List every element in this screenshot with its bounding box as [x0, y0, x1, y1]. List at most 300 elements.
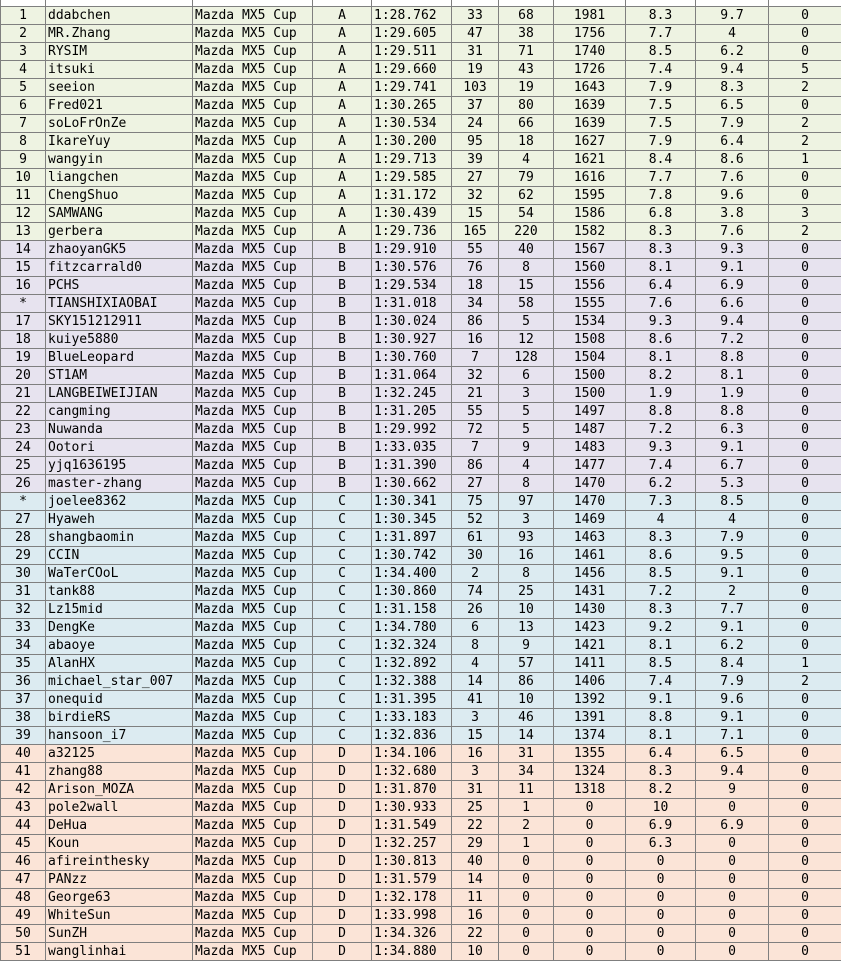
value-cell: 79	[499, 169, 554, 187]
penalty-cell: 0	[769, 637, 841, 655]
score-cell: 8.6	[626, 547, 696, 565]
driver-name-cell: ddabchen	[46, 7, 193, 25]
table-row	[1, 709, 841, 727]
car-cell: Mazda MX5 Cup	[193, 133, 313, 151]
driver-name-cell: Hyaweh	[46, 511, 193, 529]
laps-cell: 41	[452, 691, 499, 709]
rating-cell: 1461	[554, 547, 626, 565]
penalty-cell: 0	[769, 457, 841, 475]
rank-cell: 42	[1, 781, 46, 799]
car-cell: Mazda MX5 Cup	[193, 853, 313, 871]
penalty-cell: 0	[769, 169, 841, 187]
driver-name-cell: seeion	[46, 79, 193, 97]
car-cell: Mazda MX5 Cup	[193, 421, 313, 439]
car-cell: Mazda MX5 Cup	[193, 889, 313, 907]
class-cell: B	[313, 367, 372, 385]
score-cell: 7.2	[696, 331, 769, 349]
rating-cell: 1639	[554, 97, 626, 115]
penalty-cell: 0	[769, 871, 841, 889]
score-cell: 9.4	[696, 763, 769, 781]
penalty-cell: 5	[769, 61, 841, 79]
score-cell: 0	[696, 925, 769, 943]
score-cell: 2	[696, 583, 769, 601]
penalty-cell: 0	[769, 439, 841, 457]
table-row	[1, 493, 841, 511]
table-row	[1, 169, 841, 187]
value-cell: 220	[499, 223, 554, 241]
penalty-cell: 0	[769, 97, 841, 115]
score-cell: 8.3	[626, 241, 696, 259]
class-cell: C	[313, 511, 372, 529]
driver-name-cell: cangming	[46, 403, 193, 421]
laps-cell: 95	[452, 133, 499, 151]
class-cell: C	[313, 619, 372, 637]
rating-cell: 0	[554, 925, 626, 943]
value-cell: 8	[499, 565, 554, 583]
laps-cell: 3	[452, 709, 499, 727]
score-cell: 7.7	[696, 601, 769, 619]
laps-cell: 2	[452, 565, 499, 583]
score-cell: 8.5	[626, 565, 696, 583]
score-cell: 9.4	[696, 313, 769, 331]
penalty-cell: 2	[769, 133, 841, 151]
class-cell: B	[313, 259, 372, 277]
score-cell: 7.4	[626, 61, 696, 79]
laps-cell: 4	[452, 655, 499, 673]
penalty-cell: 0	[769, 565, 841, 583]
rank-cell: 25	[1, 457, 46, 475]
value-cell: 57	[499, 655, 554, 673]
score-cell: 8.3	[626, 223, 696, 241]
value-cell: 71	[499, 43, 554, 61]
score-cell: 6.4	[626, 277, 696, 295]
value-cell: 0	[499, 925, 554, 943]
driver-name-cell: zhaoyanGK5	[46, 241, 193, 259]
rank-cell: 38	[1, 709, 46, 727]
car-cell: Mazda MX5 Cup	[193, 187, 313, 205]
table-row	[1, 43, 841, 61]
car-cell: Mazda MX5 Cup	[193, 349, 313, 367]
table-row	[1, 673, 841, 691]
table-row	[1, 277, 841, 295]
driver-name-cell: yjq1636195	[46, 457, 193, 475]
score-cell: 9.7	[696, 7, 769, 25]
rank-cell: 36	[1, 673, 46, 691]
driver-name-cell: hansoon_i7	[46, 727, 193, 745]
score-cell: 0	[626, 925, 696, 943]
score-cell: 9.2	[626, 619, 696, 637]
value-cell: 62	[499, 187, 554, 205]
score-cell: 0	[626, 871, 696, 889]
rank-cell: 16	[1, 277, 46, 295]
laps-cell: 61	[452, 529, 499, 547]
car-cell: Mazda MX5 Cup	[193, 547, 313, 565]
driver-name-cell: Koun	[46, 835, 193, 853]
lap-time-cell: 1:32.324	[372, 637, 452, 655]
rating-cell: 1463	[554, 529, 626, 547]
class-cell: C	[313, 655, 372, 673]
rank-cell: 4	[1, 61, 46, 79]
driver-name-cell: michael_star_007	[46, 673, 193, 691]
score-cell: 9	[696, 781, 769, 799]
score-cell: 8.5	[696, 493, 769, 511]
score-cell: 3.8	[696, 205, 769, 223]
driver-name-cell: soLoFrOnZe	[46, 115, 193, 133]
rank-cell: 31	[1, 583, 46, 601]
lap-time-cell: 1:28.762	[372, 7, 452, 25]
car-cell: Mazda MX5 Cup	[193, 871, 313, 889]
car-cell: Mazda MX5 Cup	[193, 25, 313, 43]
rating-cell: 1595	[554, 187, 626, 205]
penalty-cell: 0	[769, 331, 841, 349]
value-cell: 34	[499, 763, 554, 781]
class-cell: A	[313, 187, 372, 205]
laps-cell: 22	[452, 925, 499, 943]
score-cell: 4	[696, 25, 769, 43]
lap-time-cell: 1:31.897	[372, 529, 452, 547]
rank-cell: 20	[1, 367, 46, 385]
penalty-cell: 0	[769, 295, 841, 313]
value-cell: 14	[499, 727, 554, 745]
score-cell: 8.3	[626, 601, 696, 619]
value-cell: 86	[499, 673, 554, 691]
car-cell: Mazda MX5 Cup	[193, 943, 313, 961]
rank-cell: 5	[1, 79, 46, 97]
lap-time-cell: 1:31.870	[372, 781, 452, 799]
rank-cell: 47	[1, 871, 46, 889]
laps-cell: 16	[452, 745, 499, 763]
rating-cell: 1621	[554, 151, 626, 169]
car-cell: Mazda MX5 Cup	[193, 439, 313, 457]
lap-time-cell: 1:34.326	[372, 925, 452, 943]
penalty-cell: 0	[769, 817, 841, 835]
table-row	[1, 475, 841, 493]
car-cell: Mazda MX5 Cup	[193, 691, 313, 709]
laps-cell: 32	[452, 367, 499, 385]
lap-time-cell: 1:32.245	[372, 385, 452, 403]
class-cell: B	[313, 403, 372, 421]
rating-cell: 0	[554, 853, 626, 871]
class-cell: B	[313, 277, 372, 295]
penalty-cell: 0	[769, 421, 841, 439]
driver-name-cell: zhang88	[46, 763, 193, 781]
class-cell: C	[313, 529, 372, 547]
score-cell: 8.1	[626, 259, 696, 277]
class-cell: B	[313, 313, 372, 331]
table-row	[1, 25, 841, 43]
score-cell: 9.6	[696, 691, 769, 709]
score-cell: 6.2	[626, 475, 696, 493]
class-cell: D	[313, 871, 372, 889]
penalty-cell: 0	[769, 781, 841, 799]
lap-time-cell: 1:29.660	[372, 61, 452, 79]
rank-cell: 34	[1, 637, 46, 655]
penalty-cell: 0	[769, 43, 841, 61]
rating-cell: 1726	[554, 61, 626, 79]
value-cell: 66	[499, 115, 554, 133]
laps-cell: 47	[452, 25, 499, 43]
score-cell: 0	[626, 907, 696, 925]
rating-cell: 1318	[554, 781, 626, 799]
table-row	[1, 511, 841, 529]
penalty-cell: 0	[769, 547, 841, 565]
lap-time-cell: 1:30.860	[372, 583, 452, 601]
score-cell: 0	[696, 799, 769, 817]
table-row	[1, 295, 841, 313]
driver-name-cell: LANGBEIWEIJIAN	[46, 385, 193, 403]
lap-time-cell: 1:32.178	[372, 889, 452, 907]
lap-time-cell: 1:31.549	[372, 817, 452, 835]
laps-cell: 3	[452, 763, 499, 781]
car-cell: Mazda MX5 Cup	[193, 277, 313, 295]
lap-time-cell: 1:31.390	[372, 457, 452, 475]
rank-cell: 40	[1, 745, 46, 763]
value-cell: 13	[499, 619, 554, 637]
rating-cell: 1469	[554, 511, 626, 529]
car-cell: Mazda MX5 Cup	[193, 925, 313, 943]
laps-cell: 33	[452, 7, 499, 25]
driver-name-cell: a32125	[46, 745, 193, 763]
table-row	[1, 637, 841, 655]
lap-time-cell: 1:30.200	[372, 133, 452, 151]
rank-cell: 17	[1, 313, 46, 331]
table-row	[1, 97, 841, 115]
penalty-cell: 0	[769, 727, 841, 745]
score-cell: 8.2	[626, 781, 696, 799]
lap-time-cell: 1:30.662	[372, 475, 452, 493]
class-cell: A	[313, 43, 372, 61]
table-row	[1, 421, 841, 439]
score-cell: 7.7	[626, 169, 696, 187]
driver-name-cell: Fred021	[46, 97, 193, 115]
rank-cell: 37	[1, 691, 46, 709]
driver-name-cell: gerbera	[46, 223, 193, 241]
table-row	[1, 241, 841, 259]
rating-cell: 1324	[554, 763, 626, 781]
table-row	[1, 259, 841, 277]
table-row	[1, 871, 841, 889]
car-cell: Mazda MX5 Cup	[193, 475, 313, 493]
driver-name-cell: WhiteSun	[46, 907, 193, 925]
class-cell: B	[313, 421, 372, 439]
laps-cell: 55	[452, 403, 499, 421]
rating-cell: 1421	[554, 637, 626, 655]
rating-cell: 1616	[554, 169, 626, 187]
class-cell: C	[313, 601, 372, 619]
rank-cell: 49	[1, 907, 46, 925]
table-row	[1, 7, 841, 25]
class-cell: B	[313, 295, 372, 313]
laps-cell: 165	[452, 223, 499, 241]
rating-cell: 1567	[554, 241, 626, 259]
score-cell: 0	[696, 871, 769, 889]
table-row	[1, 529, 841, 547]
value-cell: 12	[499, 331, 554, 349]
score-cell: 8.5	[626, 655, 696, 673]
score-cell: 8.1	[696, 367, 769, 385]
rank-cell: 41	[1, 763, 46, 781]
class-cell: A	[313, 169, 372, 187]
value-cell: 1	[499, 835, 554, 853]
driver-name-cell: CCIN	[46, 547, 193, 565]
value-cell: 0	[499, 853, 554, 871]
rating-cell: 1470	[554, 475, 626, 493]
car-cell: Mazda MX5 Cup	[193, 529, 313, 547]
value-cell: 93	[499, 529, 554, 547]
score-cell: 9.1	[696, 619, 769, 637]
laps-cell: 29	[452, 835, 499, 853]
driver-name-cell: itsuki	[46, 61, 193, 79]
lap-time-cell: 1:31.205	[372, 403, 452, 421]
rating-cell: 1500	[554, 367, 626, 385]
car-cell: Mazda MX5 Cup	[193, 115, 313, 133]
score-cell: 5.3	[696, 475, 769, 493]
score-cell: 6.4	[626, 745, 696, 763]
driver-name-cell: ChengShuo	[46, 187, 193, 205]
laps-cell: 31	[452, 781, 499, 799]
value-cell: 16	[499, 547, 554, 565]
class-cell: C	[313, 565, 372, 583]
score-cell: 7.3	[626, 493, 696, 511]
score-cell: 7.7	[626, 25, 696, 43]
score-cell: 8.1	[626, 637, 696, 655]
value-cell: 6	[499, 367, 554, 385]
score-cell: 0	[696, 943, 769, 961]
driver-name-cell: BlueLeopard	[46, 349, 193, 367]
score-cell: 1.9	[626, 385, 696, 403]
value-cell: 38	[499, 25, 554, 43]
value-cell: 25	[499, 583, 554, 601]
class-cell: C	[313, 709, 372, 727]
rank-cell: 19	[1, 349, 46, 367]
penalty-cell: 0	[769, 745, 841, 763]
score-cell: 9.1	[696, 259, 769, 277]
penalty-cell: 1	[769, 151, 841, 169]
driver-name-cell: AlanHX	[46, 655, 193, 673]
table-row	[1, 691, 841, 709]
score-cell: 4	[696, 511, 769, 529]
class-cell: C	[313, 637, 372, 655]
penalty-cell: 0	[769, 259, 841, 277]
rank-cell: 44	[1, 817, 46, 835]
lap-time-cell: 1:29.713	[372, 151, 452, 169]
value-cell: 8	[499, 475, 554, 493]
value-cell: 15	[499, 277, 554, 295]
value-cell: 5	[499, 421, 554, 439]
rank-cell: 11	[1, 187, 46, 205]
class-cell: B	[313, 385, 372, 403]
rating-cell: 1355	[554, 745, 626, 763]
car-cell: Mazda MX5 Cup	[193, 205, 313, 223]
score-cell: 7.4	[626, 457, 696, 475]
penalty-cell: 0	[769, 241, 841, 259]
penalty-cell: 0	[769, 349, 841, 367]
penalty-cell: 0	[769, 529, 841, 547]
score-cell: 9.6	[696, 187, 769, 205]
rating-cell: 1391	[554, 709, 626, 727]
score-cell: 7.6	[626, 295, 696, 313]
rating-cell: 1423	[554, 619, 626, 637]
car-cell: Mazda MX5 Cup	[193, 169, 313, 187]
class-cell: D	[313, 817, 372, 835]
class-cell: C	[313, 583, 372, 601]
penalty-cell: 0	[769, 943, 841, 961]
table-row	[1, 385, 841, 403]
score-cell: 7.9	[696, 673, 769, 691]
rank-cell: 2	[1, 25, 46, 43]
rating-cell: 1981	[554, 7, 626, 25]
score-cell: 6.3	[626, 835, 696, 853]
lap-time-cell: 1:31.395	[372, 691, 452, 709]
car-cell: Mazda MX5 Cup	[193, 583, 313, 601]
lap-time-cell: 1:29.605	[372, 25, 452, 43]
rank-cell: 3	[1, 43, 46, 61]
driver-name-cell: Ootori	[46, 439, 193, 457]
rating-cell: 1504	[554, 349, 626, 367]
score-cell: 9.3	[626, 313, 696, 331]
laps-cell: 7	[452, 439, 499, 457]
driver-name-cell: Nuwanda	[46, 421, 193, 439]
score-cell: 7.2	[626, 583, 696, 601]
score-cell: 7.2	[626, 421, 696, 439]
lap-time-cell: 1:30.813	[372, 853, 452, 871]
table-row	[1, 925, 841, 943]
laps-cell: 30	[452, 547, 499, 565]
laps-cell: 52	[452, 511, 499, 529]
value-cell: 10	[499, 601, 554, 619]
rank-cell: 33	[1, 619, 46, 637]
lap-time-cell: 1:29.511	[372, 43, 452, 61]
score-cell: 0	[696, 853, 769, 871]
class-cell: A	[313, 133, 372, 151]
rank-cell: 6	[1, 97, 46, 115]
rank-cell: 9	[1, 151, 46, 169]
laps-cell: 18	[452, 277, 499, 295]
table-row	[1, 313, 841, 331]
score-cell: 7.8	[626, 187, 696, 205]
table-row	[1, 367, 841, 385]
rank-cell: 15	[1, 259, 46, 277]
score-cell: 9.1	[696, 565, 769, 583]
car-cell: Mazda MX5 Cup	[193, 367, 313, 385]
table-row	[1, 619, 841, 637]
score-cell: 6.2	[696, 637, 769, 655]
laps-cell: 14	[452, 673, 499, 691]
value-cell: 19	[499, 79, 554, 97]
driver-name-cell: RYSIM	[46, 43, 193, 61]
laps-cell: 15	[452, 205, 499, 223]
table-row	[1, 403, 841, 421]
driver-name-cell: DengKe	[46, 619, 193, 637]
rank-cell: 48	[1, 889, 46, 907]
car-cell: Mazda MX5 Cup	[193, 655, 313, 673]
penalty-cell: 0	[769, 25, 841, 43]
laps-cell: 26	[452, 601, 499, 619]
car-cell: Mazda MX5 Cup	[193, 61, 313, 79]
rank-cell: 32	[1, 601, 46, 619]
score-cell: 1.9	[696, 385, 769, 403]
laps-cell: 6	[452, 619, 499, 637]
score-cell: 6.7	[696, 457, 769, 475]
car-cell: Mazda MX5 Cup	[193, 403, 313, 421]
table-row	[1, 853, 841, 871]
table-row	[1, 79, 841, 97]
score-cell: 6.4	[696, 133, 769, 151]
value-cell: 9	[499, 439, 554, 457]
score-cell: 6.9	[626, 817, 696, 835]
car-cell: Mazda MX5 Cup	[193, 781, 313, 799]
penalty-cell: 2	[769, 115, 841, 133]
